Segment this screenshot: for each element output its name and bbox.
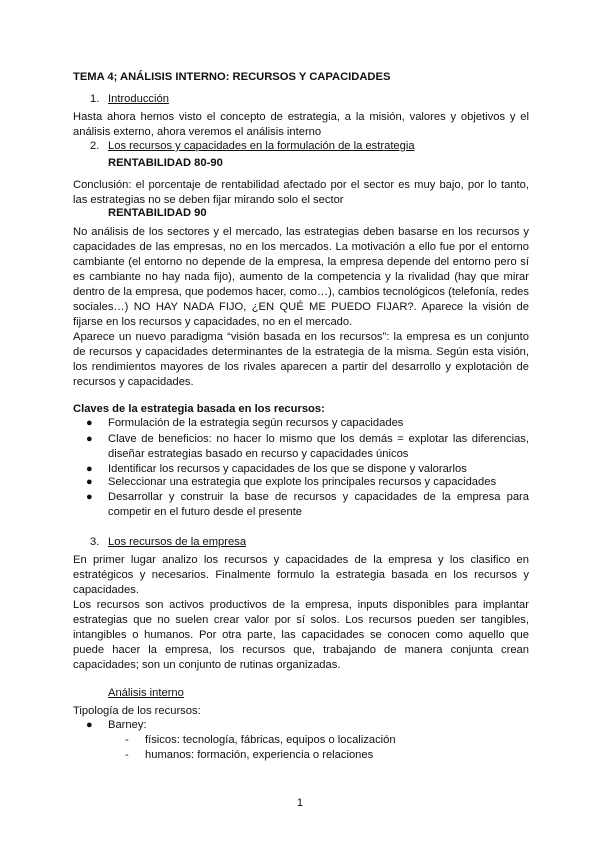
section-1-heading: Introducción xyxy=(108,93,169,105)
claves-item: Desarrollar y construir la base de recursos y capacidades de la empresa para competir en el futuro desde el presente xyxy=(108,491,529,518)
section-1-body: Hasta ahora hemos visto el concepto de estrategia, a la misión, valores y objetivos y el análisis externo, ahora veremos el análisis interno xyxy=(73,111,529,138)
claves-item: Seleccionar una estrategia que explote los principales recursos y capacidades xyxy=(108,476,497,488)
rentabilidad-90: RENTABILIDAD 90 xyxy=(108,207,207,219)
section-3-heading: Los recursos de la empresa xyxy=(108,536,247,548)
bullet-icon: ● xyxy=(86,417,93,429)
recurso-type-item: físicos: tecnología, fábricas, equipos o localización xyxy=(145,734,396,746)
dash-icon: - xyxy=(125,749,129,761)
conclusion-text: Conclusión: el porcentaje de rentabilidad afectado por el sector es muy bajo, por lo tanto, las estrategias no se deben fijar mirando solo el sector xyxy=(73,179,529,206)
barney-label: Barney: xyxy=(108,719,147,731)
claves-item: Formulación de la estrategia según recursos y capacidades xyxy=(108,417,404,429)
section-3-number: 3. xyxy=(90,536,100,548)
section-3-paragraph-1: En primer lugar analizo los recursos y capacidades de la empresa y los clasifico en estratégicos y necesarios. Finalmente formulo la estrategia basada en los recursos y capacidades. xyxy=(73,554,529,596)
recurso-type-item: humanos: formación, experiencia o relaciones xyxy=(145,749,374,761)
claves-title: Claves de la estrategia basada en los recursos: xyxy=(73,403,325,415)
claves-item: Identificar los recursos y capacidades de los que se dispone y valorarlos xyxy=(108,463,467,475)
section-2-number: 2. xyxy=(90,140,100,152)
section-1-number: 1. xyxy=(90,93,100,105)
section-3-paragraph-2: Los recursos son activos productivos de la empresa, inputs disponibles para implantar estrategias que no suelen crear valor por sí solos. Los recursos pueden ser tangibles, intangibles o humanos. Por otra parte, las capacidades se conocen como aquello que puede hacer la empresa, los recursos que, trabajando de manera conjunta crean capacidades; son un conjunto de rutinas organizadas. xyxy=(73,599,529,671)
analisis-interno-heading: Análisis interno xyxy=(108,687,184,699)
bullet-icon: ● xyxy=(86,433,93,445)
bullet-icon: ● xyxy=(86,491,93,503)
tipologia-label: Tipología de los recursos: xyxy=(73,705,201,717)
bullet-icon: ● xyxy=(86,476,93,488)
page-number: 1 xyxy=(296,797,304,809)
rentabilidad-80-90: RENTABILIDAD 80-90 xyxy=(108,157,223,169)
claves-item: Clave de beneficios: no hacer lo mismo que los demás = explotar las diferencias, diseñar estrategias basado en recurso y capacidades únicos xyxy=(108,433,529,460)
bullet-icon: ● xyxy=(86,463,93,475)
document-title: TEMA 4; ANÁLISIS INTERNO: RECURSOS Y CAPACIDADES xyxy=(73,71,391,83)
bullet-icon: ● xyxy=(86,719,93,731)
dash-icon: - xyxy=(125,734,129,746)
section-2-heading: Los recursos y capacidades en la formulación de la estrategia xyxy=(108,140,415,152)
section-2-paragraph-2: Aparece un nuevo paradigma “visión basada en los recursos”: la empresa es un conjunto de recursos y capacidades determinantes de la estrategia de la misma. Según esta visión, los rendimientos mayores de los rivales aparecen a partir del desarrollo y explotación de recursos y capacidades. xyxy=(73,331,529,388)
section-2-paragraph-1: No análisis de los sectores y el mercado, las estrategias deben basarse en los recursos y capacidades de las empresas, no en los mercados. La motivación a ello fue por el entorno cambiante (el entorno no depende de la empresa, la empresa depende del entorno pero sí es cambiante no hay nada fijo), aumento de la competencia y la rivalidad (hay que mirar dentro de la empresa, que podemos hacer, como…), cambios tecnológicos (telefonía, redes sociales…) NO HAY NADA FIJO, ¿EN QUÉ ME PUEDO FIJAR?. Aparece la visión de fijarse en los recursos y capacidades, no en el mercado. xyxy=(73,226,529,328)
